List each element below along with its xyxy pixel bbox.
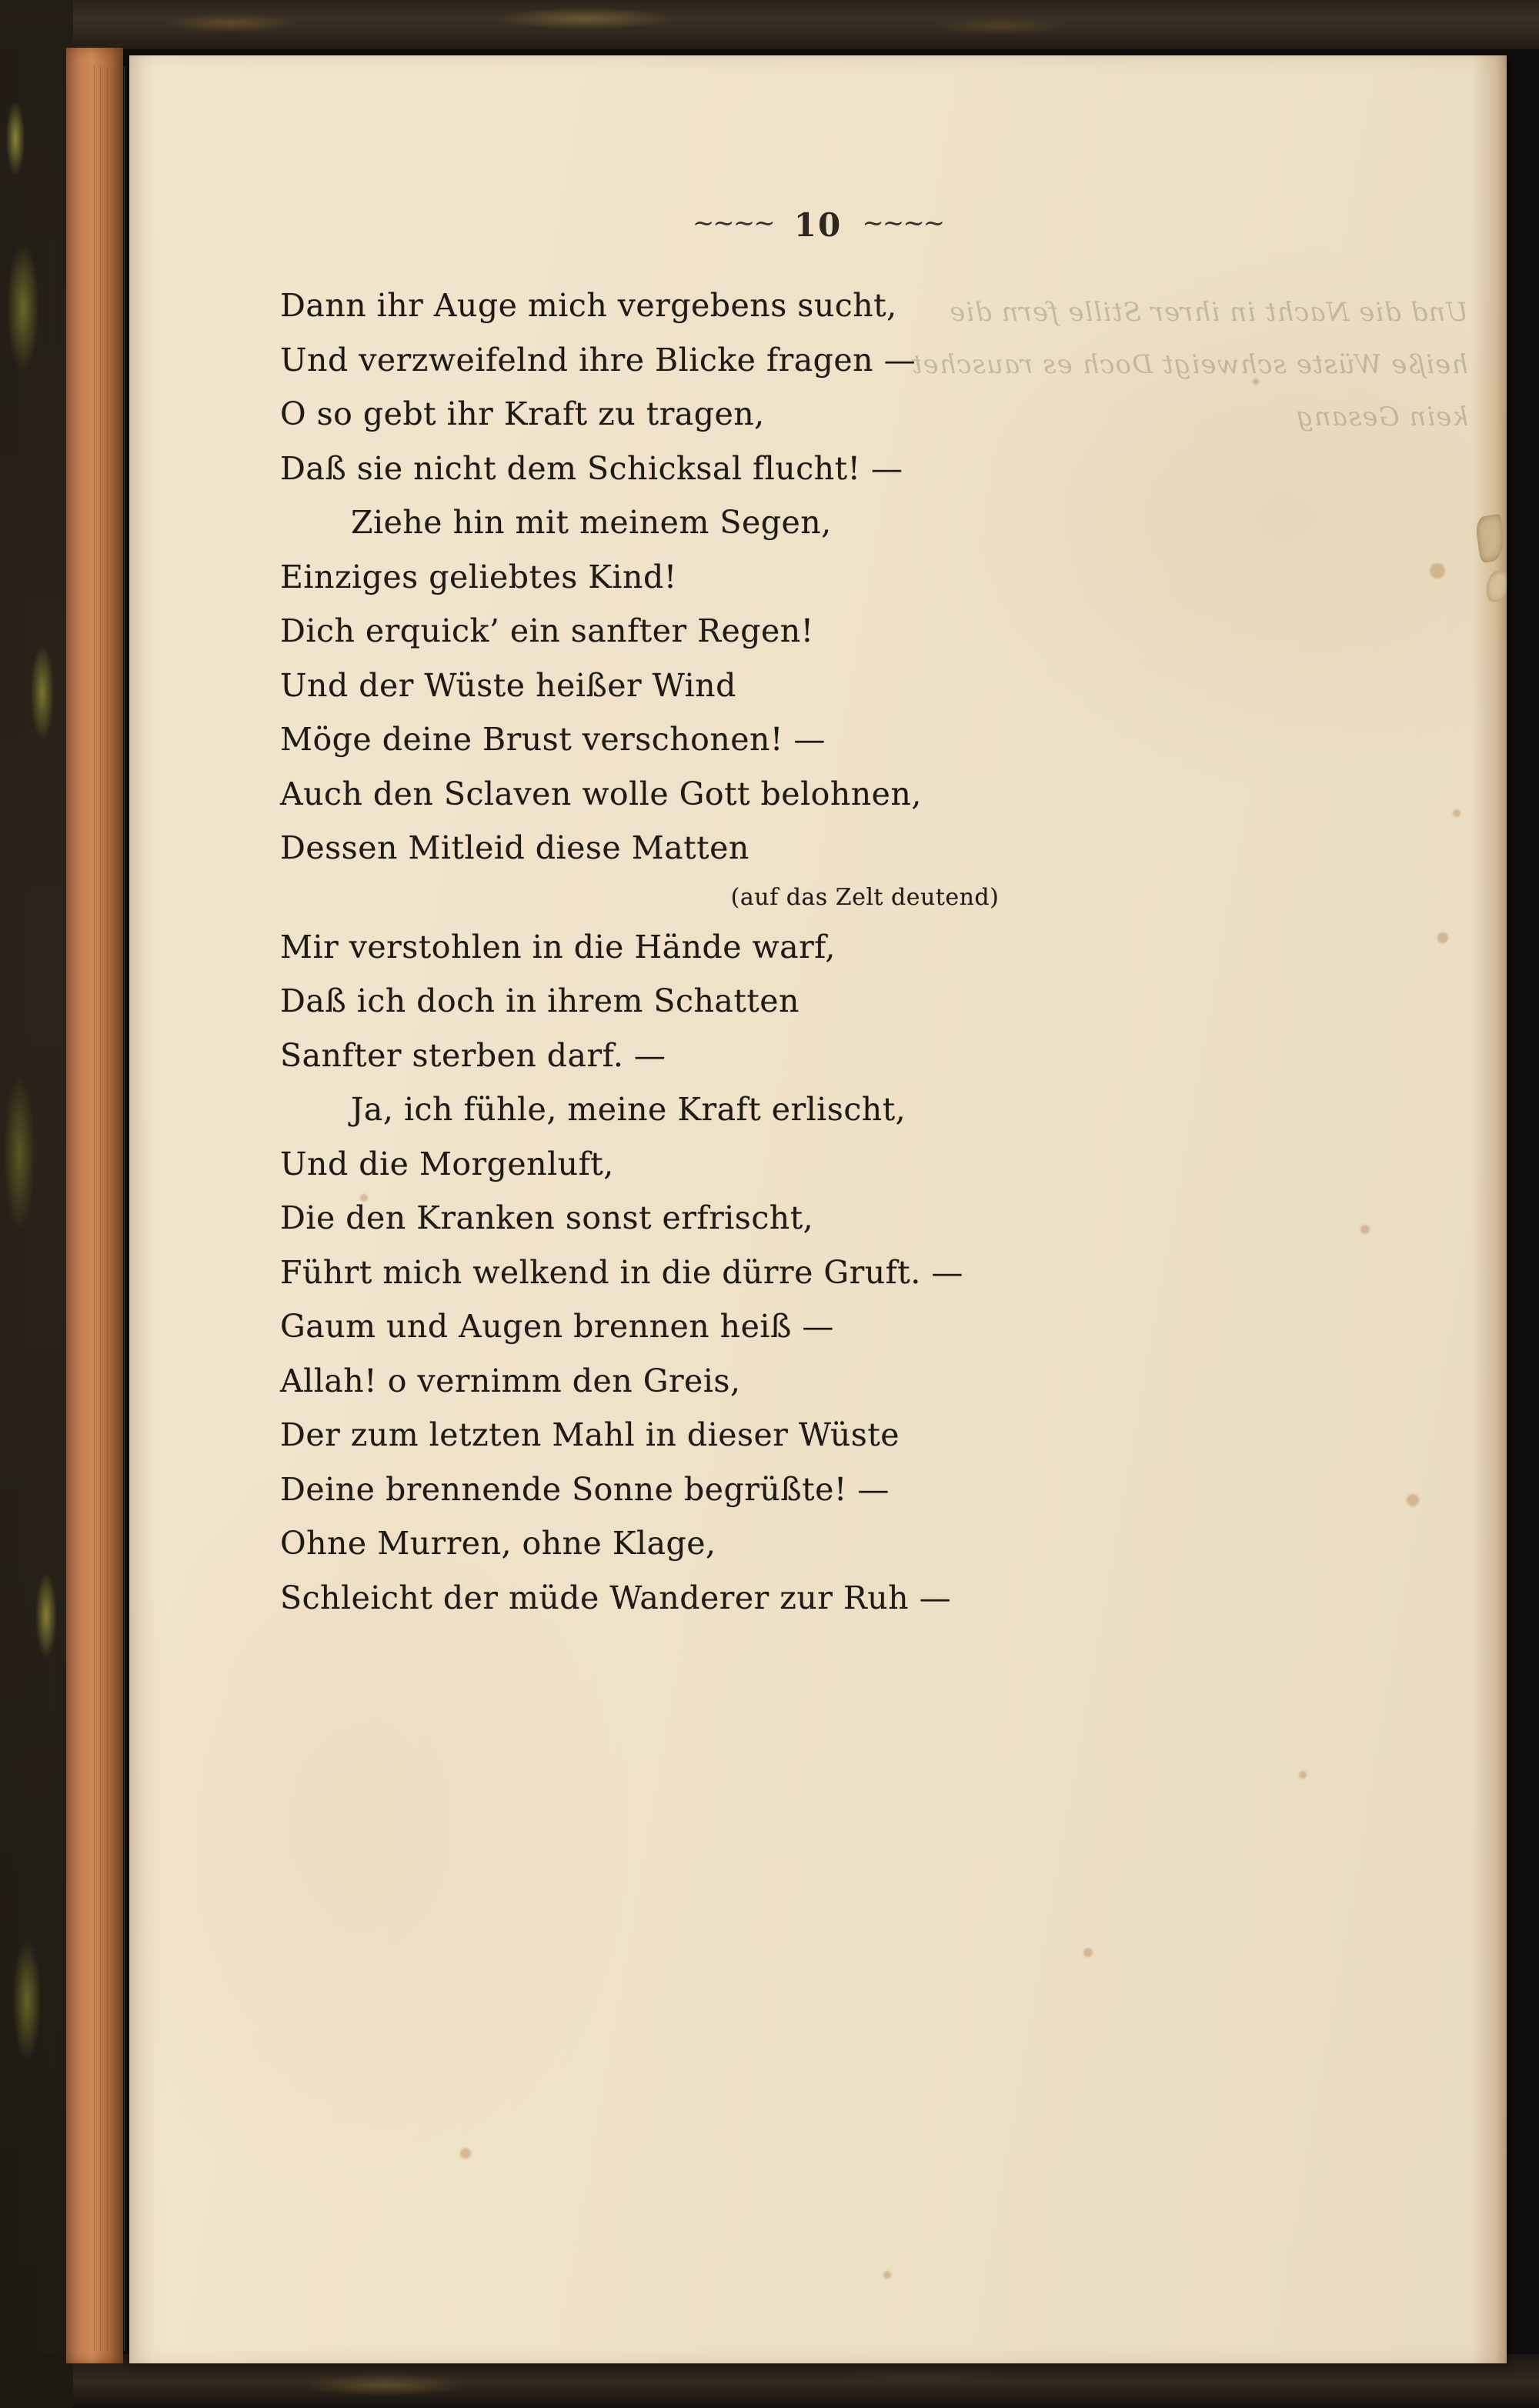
marbled-cover-edge [0, 0, 73, 2408]
foxing-spot [1453, 809, 1461, 817]
page-header [129, 206, 1507, 244]
foxing-spot [1437, 932, 1448, 943]
foxing-spot [460, 2148, 471, 2159]
bleed-through-text: Und die Nacht in ihrer Stille fern die heiße Wüste schweigt Doch es rauschet kein Gesang [910, 297, 1468, 432]
foxing-spot [883, 2271, 891, 2279]
book-cover-top-edge [0, 0, 1539, 49]
page-number: 10 [793, 206, 843, 244]
stage-direction: (auf das Zelt deutend) [730, 883, 1000, 911]
poem-line: Schleicht der müde Wanderer zur Ruh — [280, 1579, 952, 1616]
page-edge-line [124, 66, 125, 2351]
foxing-spot [1360, 1225, 1370, 1234]
poem-line: Sanfter sterben darf. — [280, 1036, 666, 1074]
poem-line: Dessen Mitleid diese Matten [280, 829, 749, 866]
page-edge-line [107, 66, 108, 2351]
poem-line: Auch den Sclaven wolle Gott belohnen, [280, 775, 922, 812]
poem-line: Deine brennende Sonne begrüßte! — [280, 1470, 890, 1508]
poem-line: Daß sie nicht dem Schicksal flucht! — [280, 449, 903, 487]
foxing-spot [1430, 563, 1445, 579]
poem-line: Ohne Murren, ohne Klage, [280, 1525, 716, 1562]
page-tear-nick-secondary [1487, 571, 1507, 602]
page-worn-edge [1471, 55, 1507, 2363]
foxing-spot [1299, 1771, 1307, 1779]
foxing-spot [360, 1194, 368, 1202]
poem-line: Möge deine Brust verschonen! — [280, 721, 826, 758]
poem-line: Und die Morgenluft, [280, 1145, 614, 1182]
poem-line: Ziehe hin mit meinem Segen, [351, 504, 832, 541]
poem-line: Ja, ich fühle, meine Kraft erlischt, [351, 1091, 906, 1128]
poem-body [280, 278, 1404, 1625]
page-edge-line [94, 66, 95, 2351]
poem-line: Mir verstohlen in die Hände warf, [280, 928, 836, 966]
poem-line: Und der Wüste heißer Wind [280, 666, 736, 704]
page-edge-line [100, 66, 101, 2351]
poem-line: Und verzweifelnd ihre Blicke fragen — [280, 341, 916, 379]
poem-line: Dich erquick’ ein sanfter Regen! [280, 612, 814, 649]
book-page [129, 55, 1507, 2363]
poem-line: Gaum und Augen brennen heiß — [280, 1308, 834, 1345]
poem-line: Dann ihr Auge mich vergebens sucht, [280, 287, 897, 324]
poem-line: Allah! o vernimm den Greis, [280, 1362, 741, 1399]
poem-line: Einziges geliebtes Kind! [280, 558, 677, 595]
foxing-spot [1083, 1948, 1093, 1957]
poem-line: Der zum letzten Mahl in dieser Wüste [280, 1416, 900, 1453]
poem-line: Führt mich welkend in die dürre Gruft. — [280, 1253, 963, 1291]
poem-line: O so gebt ihr Kraft zu tragen, [280, 395, 765, 432]
poem-line: Daß ich doch in ihrem Schatten [280, 982, 800, 1019]
foxing-spot [1253, 379, 1259, 385]
header-ornament-right: ~~~~ [862, 208, 944, 238]
header-ornament-left: ~~~~ [692, 208, 774, 238]
foxing-spot [1407, 1494, 1419, 1506]
poem-line: Die den Kranken sonst erfrischt, [280, 1199, 814, 1236]
